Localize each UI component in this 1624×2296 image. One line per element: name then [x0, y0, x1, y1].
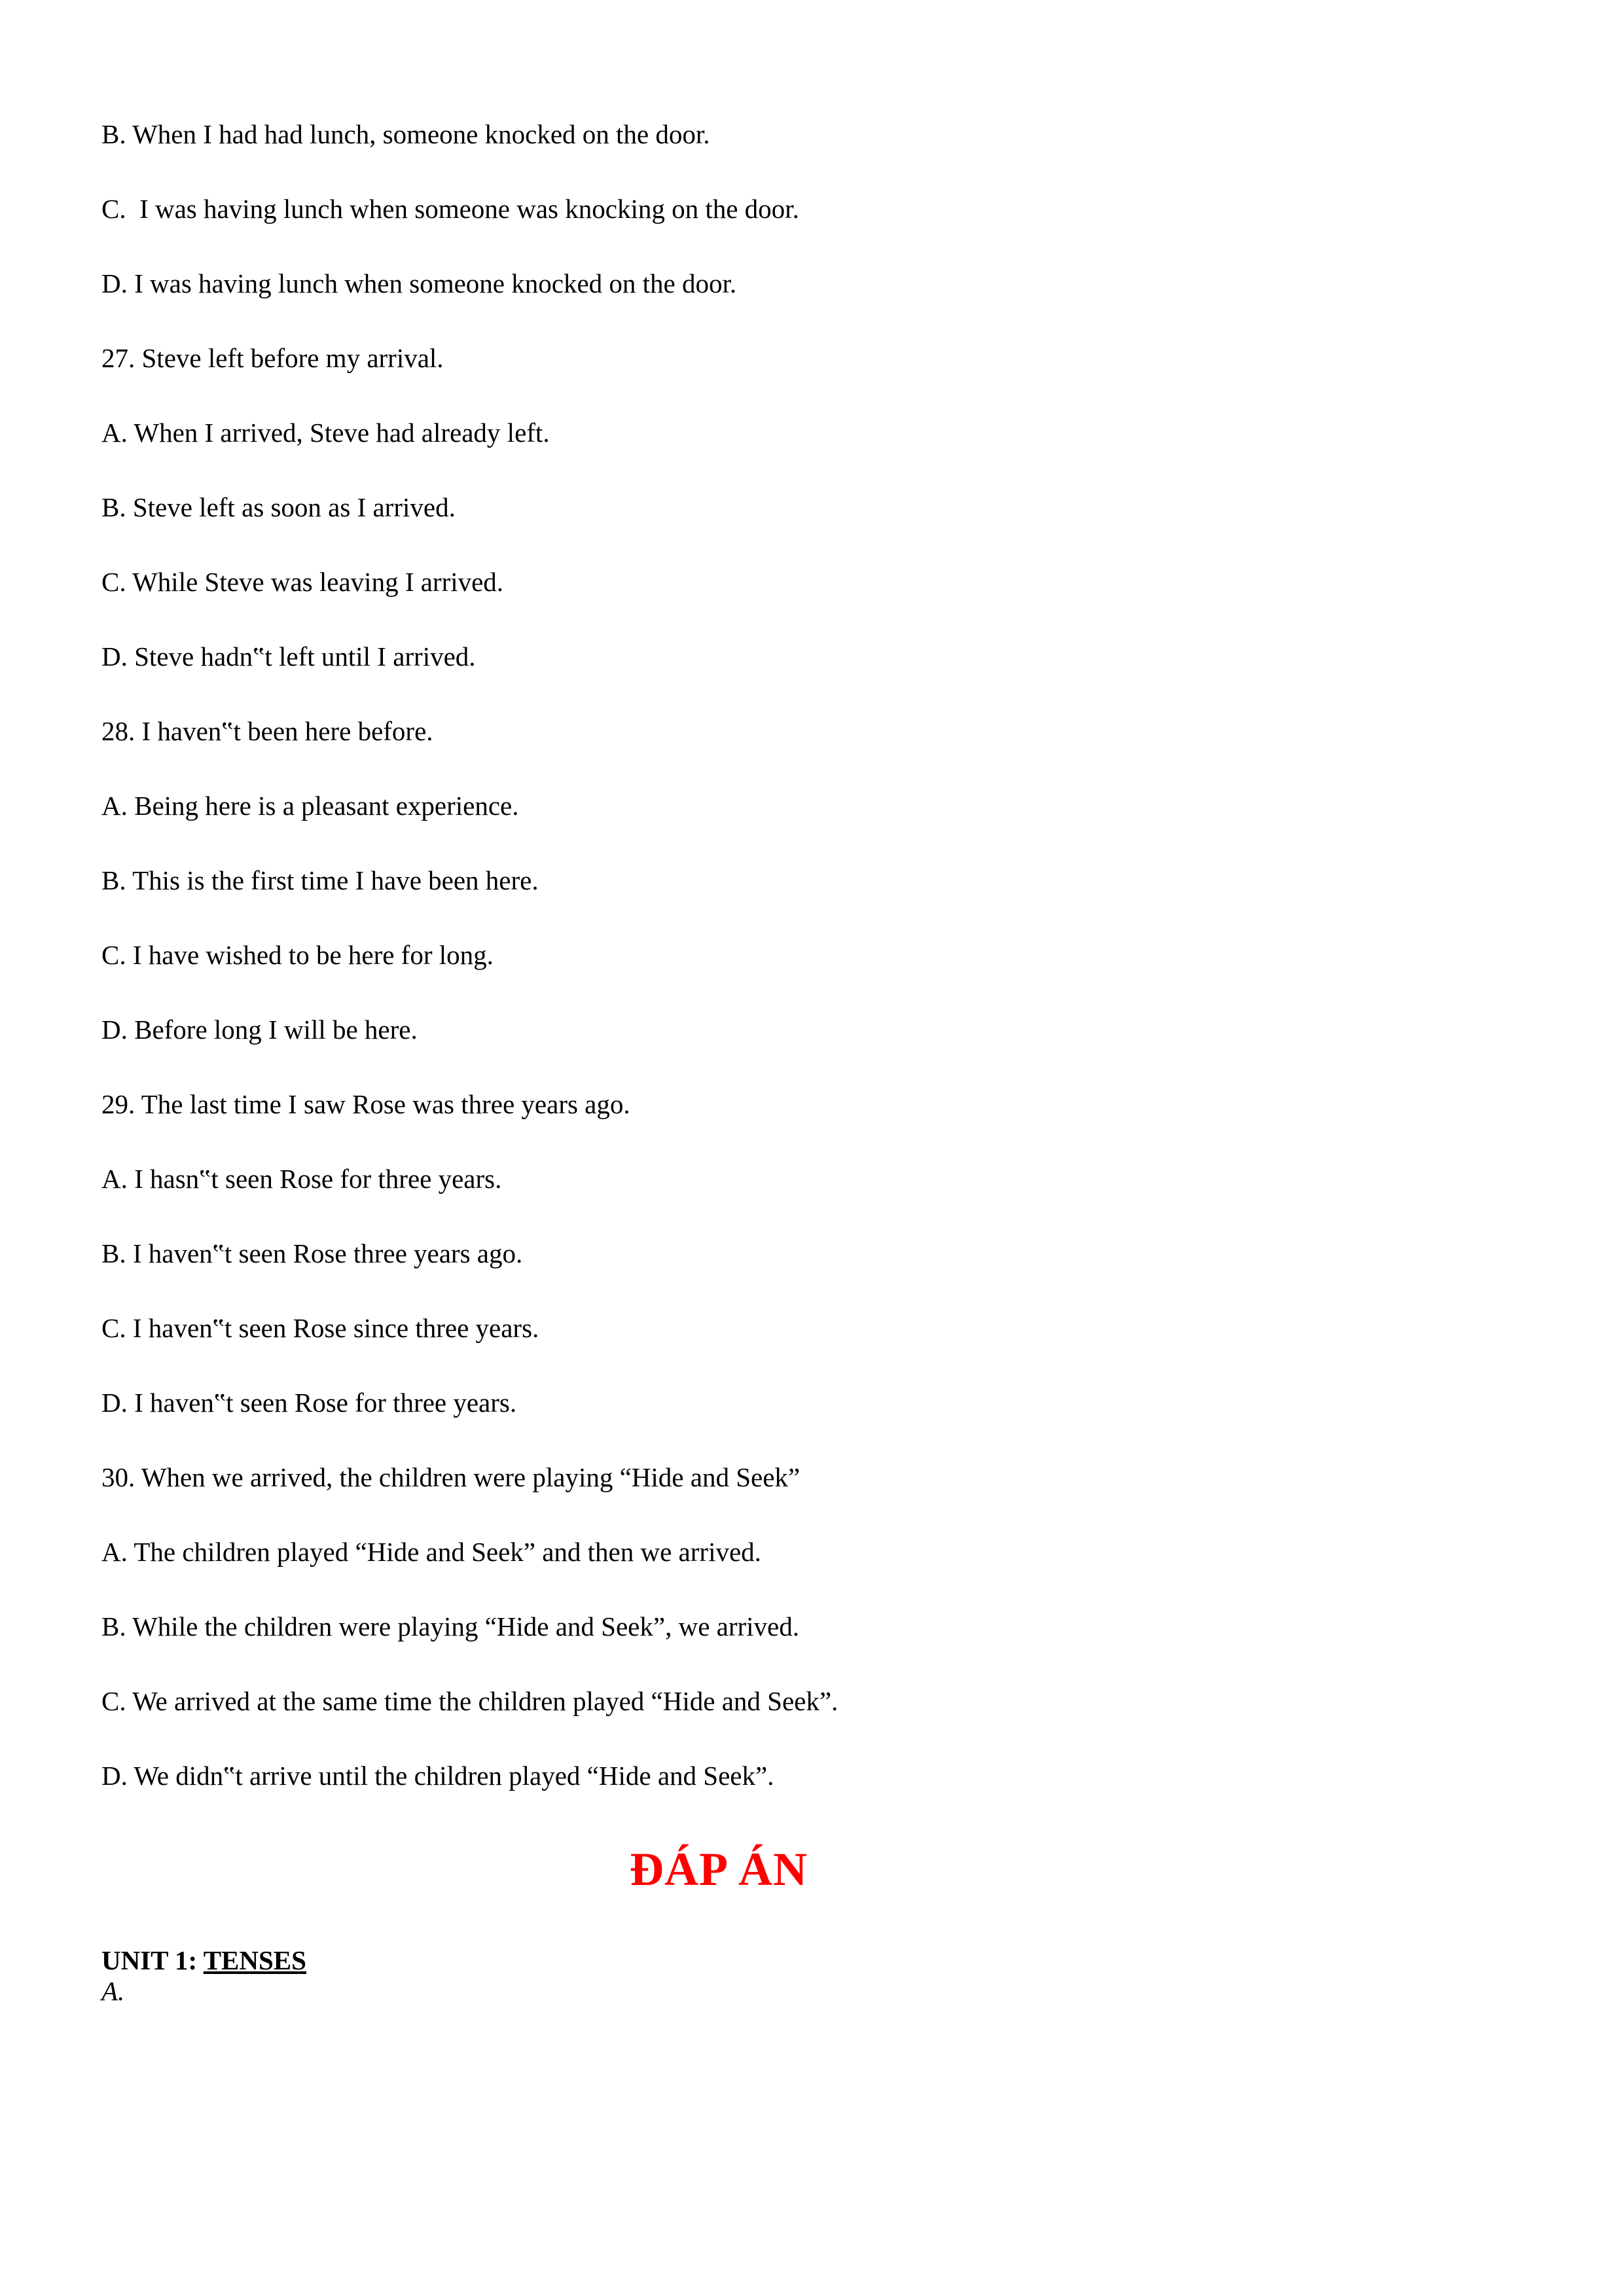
- document-line: D. We didn‟t arrive until the children played “Hide and Seek”.: [101, 1761, 774, 1791]
- document-line: B. I haven‟t seen Rose three years ago.: [101, 1238, 523, 1268]
- document-line: C. While Steve was leaving I arrived.: [101, 567, 504, 597]
- document-body: [101, 121, 1428, 1789]
- document-line: A. When I arrived, Steve had already left.: [101, 418, 550, 448]
- document-line: 30. When we arrived, the children were playing “Hide and Seek”: [101, 1462, 801, 1492]
- unit-section-label: A.: [101, 1976, 125, 2007]
- document-line: A. The children played “Hide and Seek” and then we arrived.: [101, 1537, 761, 1567]
- document-line: B. When I had had lunch, someone knocked on the door.: [101, 119, 710, 149]
- document-line: B. This is the first time I have been here.: [101, 865, 539, 895]
- document-line: C. I haven‟t seen Rose since three years.: [101, 1313, 539, 1343]
- document-line: 29. The last time I saw Rose was three years ago.: [101, 1089, 630, 1119]
- document-line: B. Steve left as soon as I arrived.: [101, 492, 456, 522]
- document-line: 28. I haven‟t been here before.: [101, 716, 433, 746]
- document-line: C. I was having lunch when someone was knocking on the door.: [101, 194, 799, 224]
- document-line: D. I was having lunch when someone knocked on the door.: [101, 268, 737, 298]
- document-line: D. I haven‟t seen Rose for three years.: [101, 1388, 517, 1418]
- document-line: D. Before long I will be here.: [101, 1014, 418, 1045]
- answers-heading: ĐÁP ÁN: [630, 1843, 808, 1895]
- unit-title-prefix: UNIT 1:: [101, 1945, 204, 1975]
- document-line: D. Steve hadn‟t left until I arrived.: [101, 641, 476, 672]
- document-line: B. While the children were playing “Hide and Seek”, we arrived.: [101, 1611, 799, 1641]
- unit-title-name: TENSES: [203, 1945, 306, 1975]
- document-line: C. I have wished to be here for long.: [101, 940, 494, 970]
- document-line: A. Being here is a pleasant experience.: [101, 791, 519, 821]
- document-line: A. I hasn‟t seen Rose for three years.: [101, 1164, 502, 1194]
- unit-title: [101, 1945, 1428, 1976]
- unit-block: [101, 1945, 1428, 2007]
- document-line: 27. Steve left before my arrival.: [101, 343, 444, 373]
- document-line: C. We arrived at the same time the children played “Hide and Seek”.: [101, 1686, 839, 1716]
